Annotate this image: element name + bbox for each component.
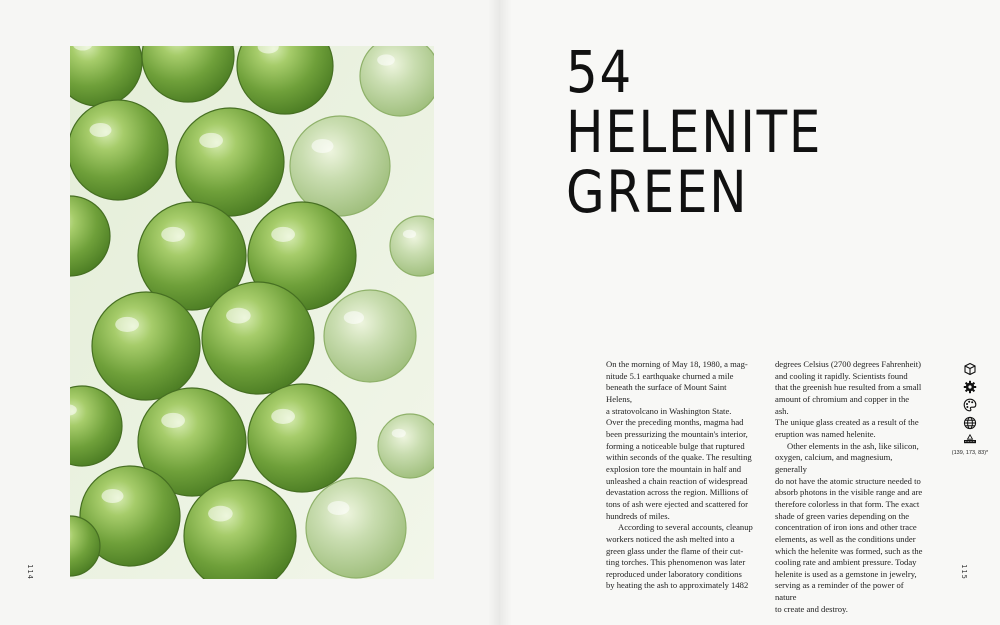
glass-marble xyxy=(92,292,200,400)
body-text-line: therefore colorless in that form. The exact xyxy=(775,498,920,509)
body-text-line: eruption was named helenite. xyxy=(775,428,876,439)
globe-icon xyxy=(963,416,977,430)
body-text-line: absorb photons in the visible range and are xyxy=(775,487,923,498)
marble-highlight xyxy=(312,139,334,153)
body-text-line: green glass under the flame of their cut- xyxy=(606,545,744,556)
glass-marble xyxy=(290,116,390,216)
body-text-line: which the helenite was formed, such as the xyxy=(775,545,923,556)
marble-highlight xyxy=(102,489,124,503)
color-title xyxy=(566,38,823,226)
body-text-line: cooling rate and ambient pressure. Today xyxy=(775,557,917,568)
palette-icon xyxy=(963,398,977,412)
color-info-sidebar xyxy=(948,362,992,456)
color-name-line1: HELENITE xyxy=(566,98,823,166)
marble-highlight xyxy=(161,413,185,428)
body-text-line: The unique glass created as a result of the xyxy=(775,417,919,428)
body-text-line: do not have the atomic structure needed to xyxy=(775,475,921,486)
gear-icon xyxy=(963,380,977,394)
body-text-line: degrees Celsius (2700 degrees Fahrenheit) xyxy=(775,359,922,369)
body-text-line: forming a noticeable bulge that ruptured xyxy=(606,440,745,451)
body-column-2 xyxy=(775,359,923,615)
marble-highlight xyxy=(403,230,416,238)
marble-highlight xyxy=(271,409,295,424)
glass-marble xyxy=(306,478,406,578)
body-text-line: a stratovolcano in Washington State. xyxy=(606,405,732,416)
color-name-line2: GREEN xyxy=(566,158,749,226)
green-marbles-photo xyxy=(70,46,434,579)
body-text-line: ting torches. This phenomenon was later xyxy=(606,557,746,568)
marble-highlight xyxy=(328,501,350,515)
color-number: 54 xyxy=(566,38,633,106)
glass-marble xyxy=(378,414,434,478)
body-text-line: concentration of iron ions and other trace xyxy=(775,522,917,533)
body-text-line: According to several accounts, cleanup xyxy=(618,522,753,533)
marble-highlight xyxy=(199,133,223,148)
page-number-left: 114 xyxy=(25,564,34,580)
body-text-line: Over the preceding months, magma had xyxy=(606,417,744,428)
body-text-line: serving as a reminder of the power of nature xyxy=(775,580,904,603)
marble-highlight xyxy=(226,308,251,324)
body-text-line: unleashed a chain reaction of widespread xyxy=(606,475,748,486)
body-text-line: workers noticed the ash melted into a xyxy=(606,533,735,544)
body-column-1 xyxy=(606,359,754,592)
body-text-line: elements, as well as the conditions under xyxy=(775,533,916,544)
body-text-line: and cooling it rapidly. Scientists found xyxy=(775,370,908,381)
marble-highlight xyxy=(161,227,185,242)
rgb-value: (139, 173, 83)* xyxy=(951,450,989,456)
body-text-line: oxygen, calcium, and magnesium, generally xyxy=(775,452,893,474)
body-text-line: shade of green varies depending on the xyxy=(775,510,910,521)
body-text-line: nitude 5.1 earthquake churned a mile xyxy=(606,370,734,381)
body-text-line: within seconds of the quake. The resulting xyxy=(606,452,752,463)
cube-icon xyxy=(963,362,977,376)
marble-highlight xyxy=(90,123,112,137)
glass-marble xyxy=(248,384,356,492)
glass-marble xyxy=(70,100,168,200)
glass-marble xyxy=(324,290,416,382)
glass-marble xyxy=(176,108,284,216)
marble-highlight xyxy=(208,506,233,522)
body-text-line: explosion tore the mountain in half and xyxy=(606,463,742,474)
mountain-icon xyxy=(963,434,977,444)
body-text-line: that the greenish hue resulted from a small xyxy=(775,382,922,393)
body-text-line: helenite is used as a gemstone in jewelry, xyxy=(775,568,917,579)
body-text-line: devastation across the region. Millions of xyxy=(606,487,749,498)
body-text-line: been pressurizing the mountain's interior, xyxy=(606,428,748,439)
glass-marble xyxy=(202,282,314,394)
marble-highlight xyxy=(392,429,406,438)
marble-highlight xyxy=(344,311,364,324)
body-text-line: to create and destroy. xyxy=(775,603,848,614)
body-text-line: by heating the ash to approximately 1482 xyxy=(606,580,749,591)
body-text-line: tons of ash were ejected and scattered for xyxy=(606,498,748,509)
body-text-line: reproduced under laboratory conditions xyxy=(606,568,742,579)
marble-highlight xyxy=(115,317,139,332)
marble-highlight xyxy=(377,54,395,65)
body-text-line: amount of chromium and copper in the ash. xyxy=(775,393,910,416)
marble-highlight xyxy=(271,227,295,242)
book-gutter xyxy=(488,0,512,625)
body-text-line: On the morning of May 18, 1980, a mag- xyxy=(606,359,748,369)
body-text-line: beneath the surface of Mount Saint Helens, xyxy=(606,382,727,404)
body-text-line: hundreds of miles. xyxy=(606,510,670,521)
page-number-right: 115 xyxy=(959,564,968,580)
body-text-line: Other elements in the ash, like silicon, xyxy=(787,440,919,451)
